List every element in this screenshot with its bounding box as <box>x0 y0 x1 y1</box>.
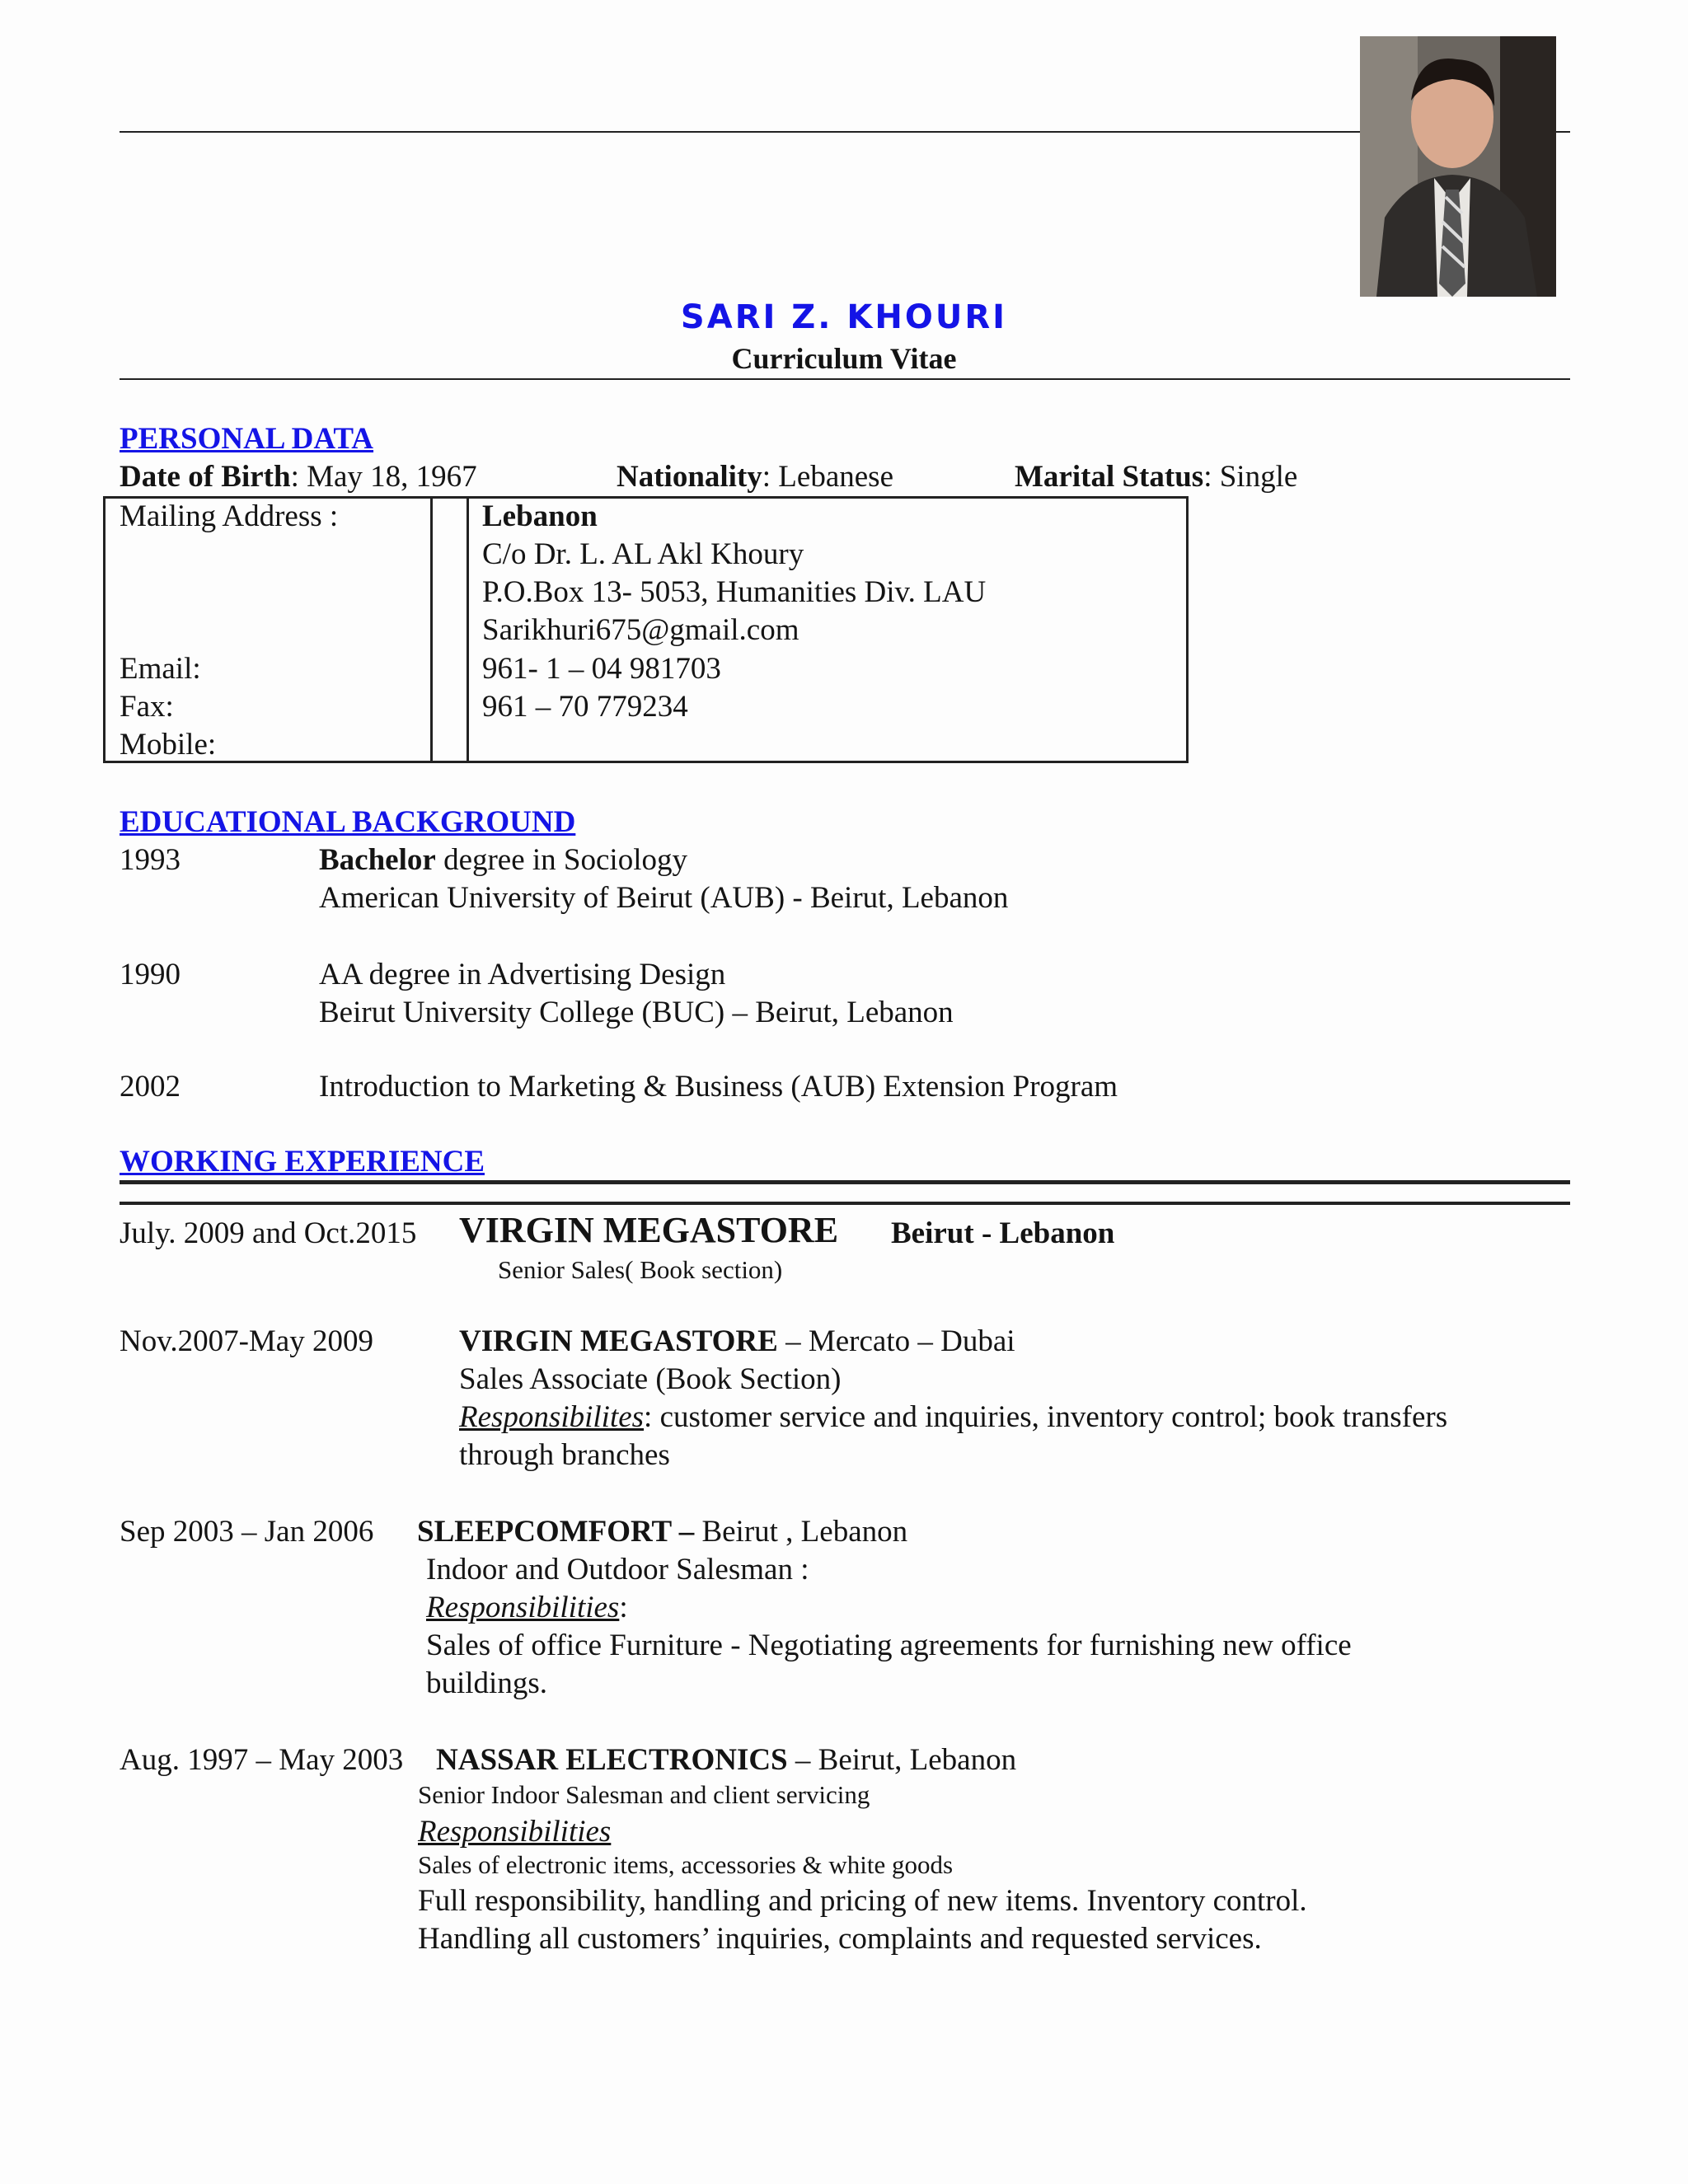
responsibilities-text: : customer service and inquiries, inventory control; book transfers <box>644 1400 1448 1434</box>
table-divider <box>467 499 469 761</box>
job-company: VIRGIN MEGASTORE <box>459 1324 778 1358</box>
job-company-line <box>436 1741 1016 1779</box>
cv-subtitle: Curriculum Vitae <box>731 342 957 375</box>
profile-photo <box>1360 36 1556 297</box>
edu-year: 1990 <box>120 958 181 991</box>
responsibilities-text-cont: buildings. <box>426 1666 547 1700</box>
job-location: Beirut , Lebanon <box>694 1515 908 1549</box>
personal-data-heading: PERSONAL DATA <box>120 422 374 456</box>
edu-degree: Introduction to Marketing & Business (AUB) Extension Program <box>319 1070 1118 1104</box>
fax-value: 961- 1 – 04 981703 <box>482 652 721 686</box>
job-role: Senior Sales( Book section) <box>498 1255 783 1284</box>
job-location: – Beirut, Lebanon <box>787 1743 1017 1777</box>
mobile-value: 961 – 70 779234 <box>482 690 688 724</box>
job-dates: Sep 2003 – Jan 2006 <box>120 1515 374 1549</box>
address-label-email: Email: <box>120 652 201 686</box>
nationality-label: Nationality <box>617 460 762 494</box>
responsibilities-label: Responsibilities <box>426 1591 620 1624</box>
top-rule <box>120 131 1570 133</box>
edu-year: 1993 <box>120 843 181 877</box>
experience-rule-bottom <box>120 1202 1570 1205</box>
job-role: Senior Indoor Salesman and client servicing <box>418 1780 870 1809</box>
job-company-line <box>417 1513 907 1551</box>
marital-label: Marital Status <box>1015 460 1204 494</box>
nationality-value: : Lebanese <box>762 460 894 494</box>
edu-degree-text: degree in Sociology <box>435 843 687 877</box>
experience-rule-top <box>120 1180 1570 1184</box>
address-label-mailing: Mailing Address : <box>120 499 339 533</box>
edu-school: American University of Beirut (AUB) - Beirut, Lebanon <box>319 881 1009 915</box>
job-company: SLEEPCOMFORT – <box>417 1515 695 1549</box>
job-role: Indoor and Outdoor Salesman : <box>426 1553 809 1586</box>
edu-year: 2002 <box>120 1070 181 1104</box>
responsibilities-text: Sales of office Furniture - Negotiating agreements for furnishing new office <box>426 1629 1352 1662</box>
edu-degree: AA degree in Advertising Design <box>319 958 726 991</box>
edu-degree-bold: Bachelor <box>319 843 436 877</box>
job-company: NASSAR ELECTRONICS <box>436 1743 788 1777</box>
job-location: Beirut - Lebanon <box>891 1216 1115 1250</box>
responsibilities-label: Responsibilites <box>459 1400 645 1434</box>
job-role: Sales Associate (Book Section) <box>459 1362 842 1396</box>
responsibilities-text-cont: through branches <box>459 1438 670 1472</box>
responsibilities-label: Responsibilities <box>418 1815 612 1849</box>
education-heading: EDUCATIONAL BACKGROUND <box>120 805 576 839</box>
job-company-line <box>459 1323 1015 1361</box>
responsibilities-summary: Sales of electronic items, accessories & white goods <box>418 1850 954 1879</box>
dob-line <box>120 458 477 496</box>
job-location: – Mercato – Dubai <box>777 1324 1015 1358</box>
address-line: C/o Dr. L. AL Akl Khoury <box>482 537 804 571</box>
responsibilities-text: Full responsibility, handling and pricing of new items. Inventory control. <box>418 1884 1307 1918</box>
experience-heading: WORKING EXPERIENCE <box>120 1145 485 1179</box>
table-divider <box>430 499 433 761</box>
responsibilities-colon: : <box>619 1591 628 1624</box>
dob-label: Date of Birth <box>120 460 291 494</box>
responsibilities-line <box>426 1589 628 1627</box>
address-label-mobile: Mobile: <box>120 728 217 762</box>
marital-line <box>1015 458 1297 496</box>
job-responsibilities <box>459 1399 1447 1436</box>
email-value[interactable]: Sarikhuri675@gmail.com <box>482 613 799 647</box>
marital-value: : Single <box>1203 460 1298 494</box>
job-dates: Nov.2007-May 2009 <box>120 1324 373 1358</box>
nationality-line <box>617 458 893 496</box>
address-country: Lebanon <box>482 499 598 533</box>
job-dates: July. 2009 and Oct.2015 <box>120 1216 417 1250</box>
address-line: P.O.Box 13- 5053, Humanities Div. LAU <box>482 575 987 609</box>
portrait-image <box>1360 36 1556 297</box>
dob-value: : May 18, 1967 <box>290 460 477 494</box>
address-label-fax: Fax: <box>120 690 174 724</box>
edu-degree <box>319 841 687 879</box>
job-dates: Aug. 1997 – May 2003 <box>120 1743 404 1777</box>
edu-school: Beirut University College (BUC) – Beirut, Lebanon <box>319 996 954 1029</box>
candidate-name: SARI Z. KHOURI <box>680 298 1008 336</box>
responsibilities-text-cont: Handling all customers’ inquiries, complaints and requested services. <box>418 1922 1262 1956</box>
job-company: VIRGIN MEGASTORE <box>459 1210 839 1250</box>
header-rule <box>120 378 1570 380</box>
